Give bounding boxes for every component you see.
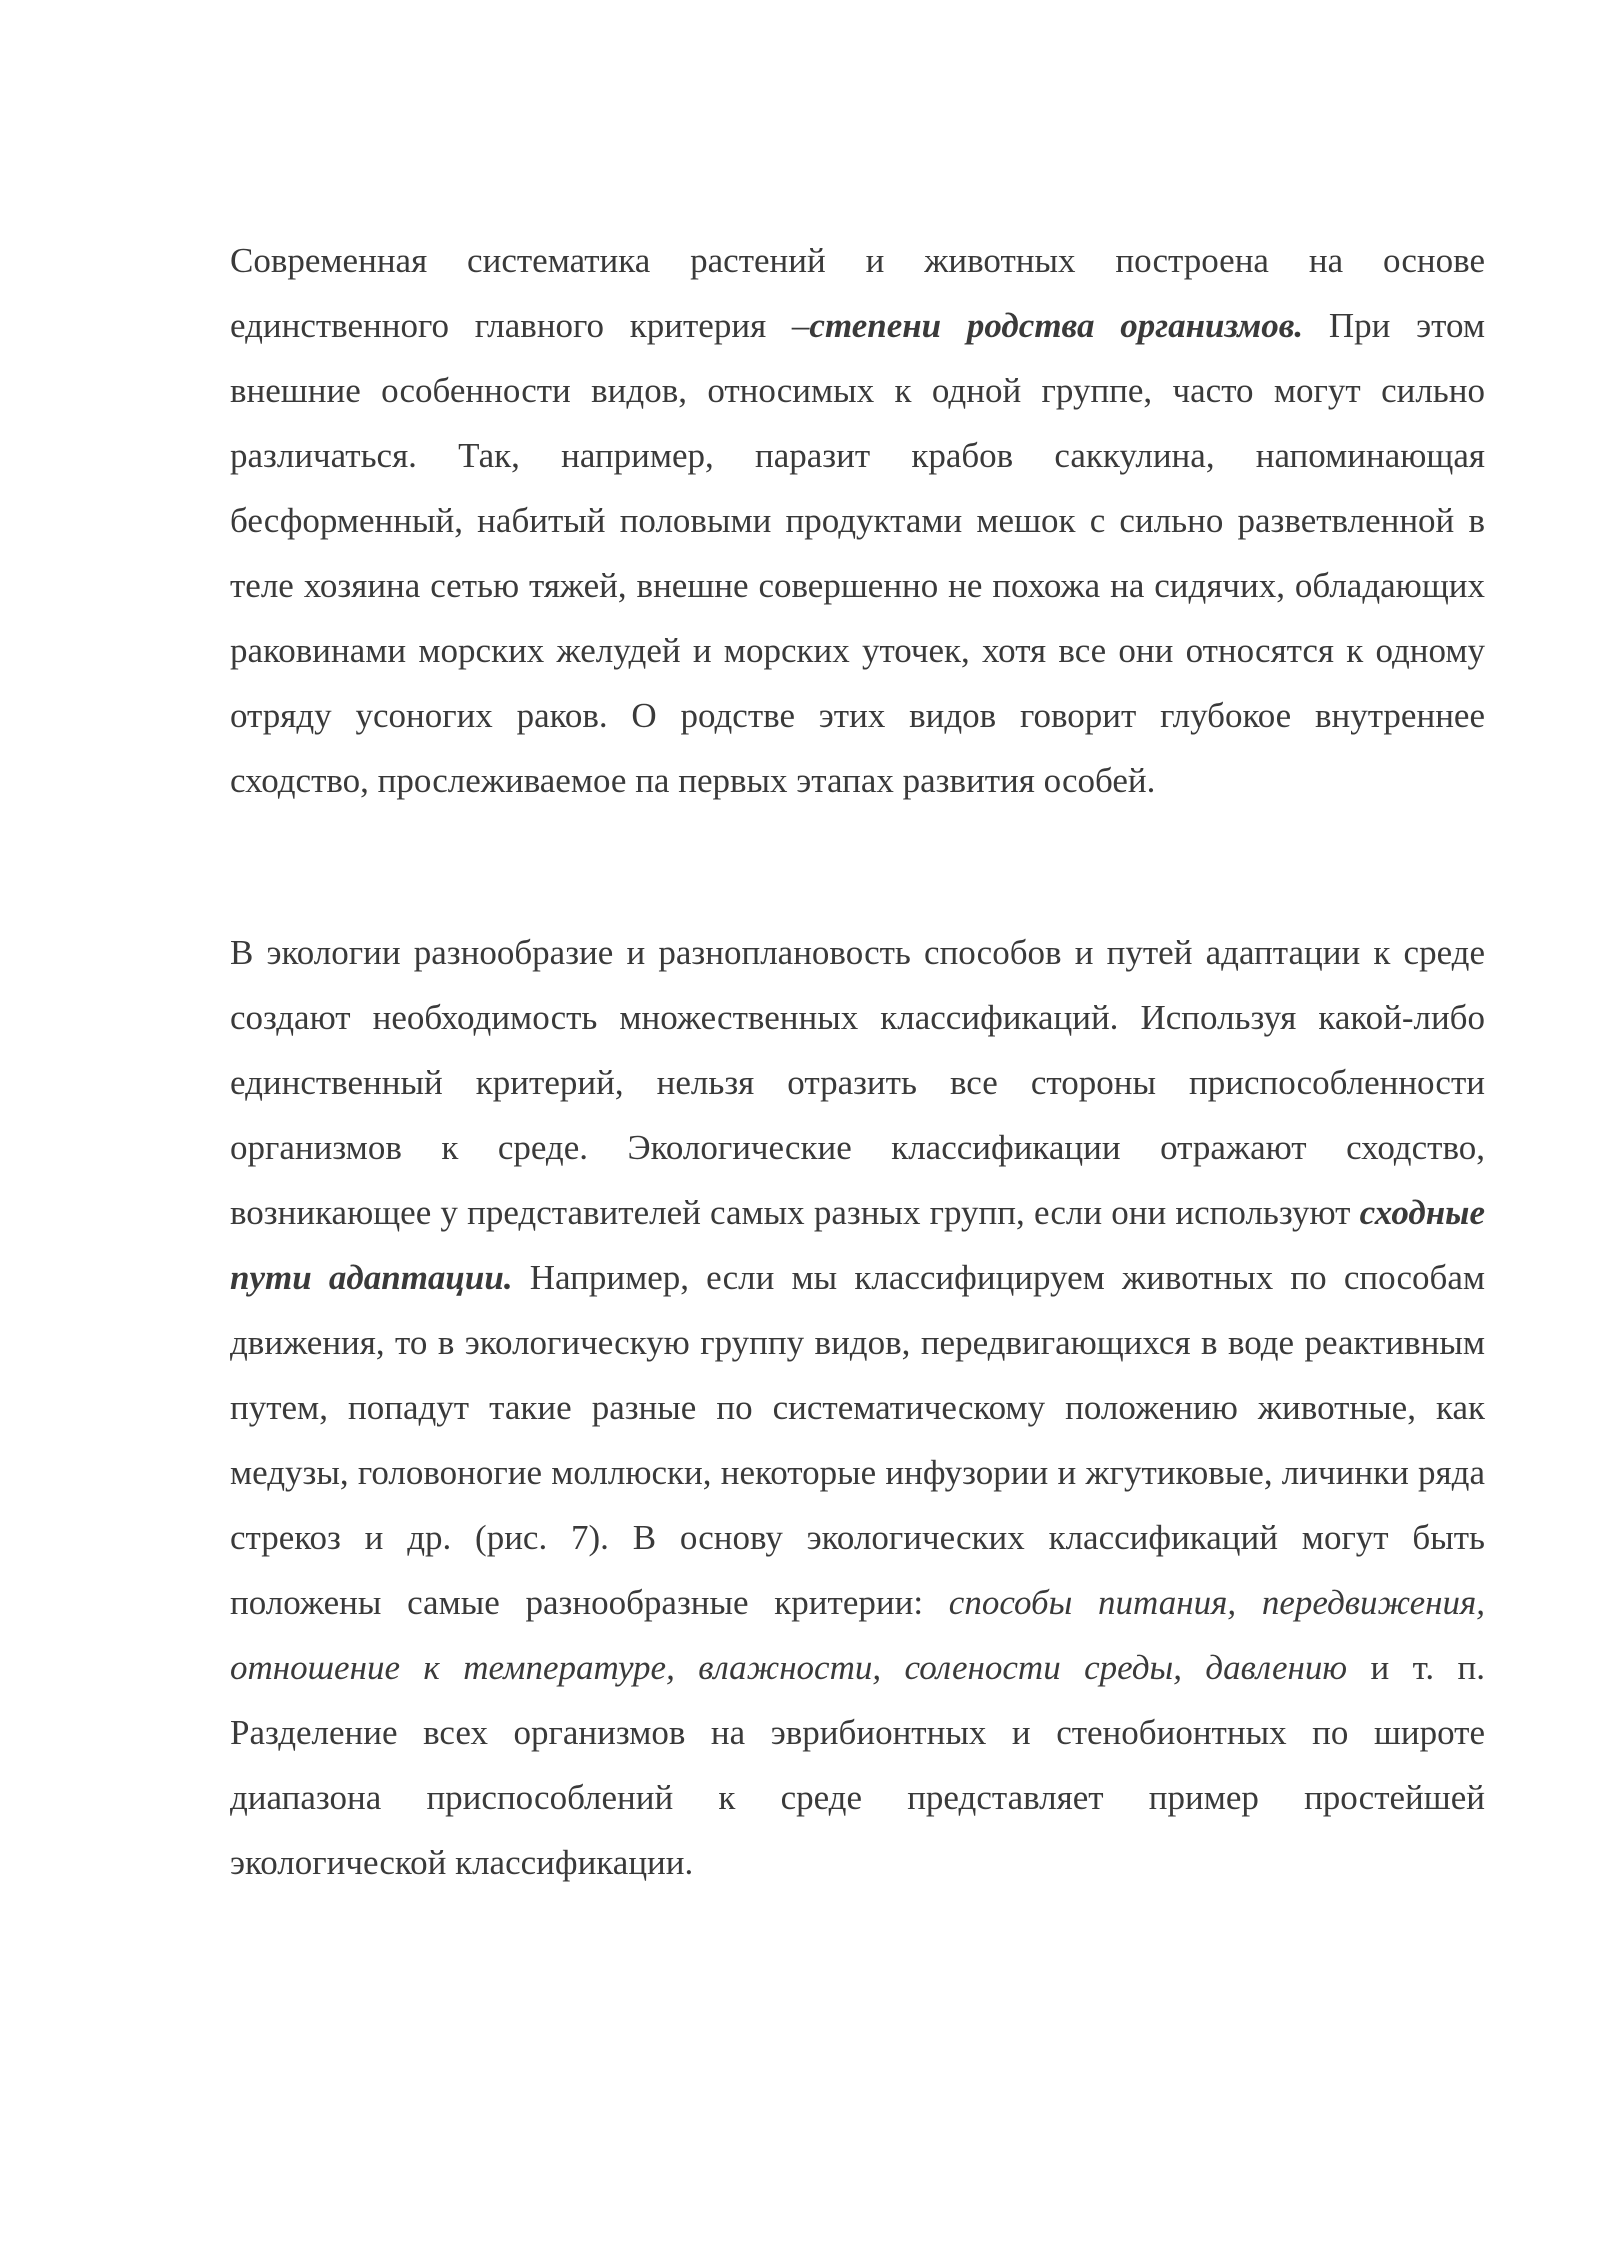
paragraph-1-text (230, 228, 1485, 813)
paragraph-2-part-1: В экологии разнообразие и разноплановость способов и путей адаптации к среде создают необходимость множественных классификаций. Используя какой-либо единственный критерий, нельзя отразить все стороны приспособленности организмов к среде. Экологические классификации отражают сходство, возникающее у представителей самых разных групп, если они используют (230, 933, 1485, 1232)
paragraph-1-part-2: При этом внешние особенности видов, относимых к одной группе, часто могут сильно различаться. Так, например, паразит крабов саккулина, напоминающая бесформенный, набитый половыми продуктами мешок с сильно разветвленной в теле хозяина сетью тяжей, внешне совершенно не похожа на сидячих, обладающих раковинами морских желудей и морских уточек, хотя все они относятся к одному отряду усоногих раков. О родстве этих видов говорит глубокое внутреннее сходство, прослеживаемое па первых этапах развития особей. (230, 306, 1485, 800)
paragraph-2-text (230, 920, 1485, 1895)
paragraph-1 (230, 228, 1485, 813)
paragraph-2-emphasis: сходные пути адаптации. (230, 1193, 1485, 1297)
paragraph-2-part-3: и т. п. Разделение всех организмов на эврибионтных и стенобионтных по широте диапазона приспособлений к среде представляет пример простейшей экологической классификации. (230, 1648, 1485, 1882)
paragraph-2-italic: способы питания, передвижения, отношение к температуре, влажности, солености среды, давлению (230, 1583, 1485, 1687)
paragraph-2-part-2: Например, если мы классифицируем животных по способам движения, то в экологическую группу видов, передвигающихся в воде реактивным путем, попадут такие разные по систематическому положению животные, как медузы, головоногие моллюски, некоторые инфузории и жгутиковые, личинки ряда стрекоз и др. (рис. 7). В основу экологических классификаций могут быть положены самые разнообразные критерии: (230, 1258, 1486, 1622)
paragraph-2 (230, 920, 1485, 1895)
paragraph-1-emphasis: степени родства организмов. (809, 306, 1304, 345)
paragraph-1-part-1: Современная систематика растений и животных построена на основе единственного главного критерия – (230, 241, 1485, 345)
